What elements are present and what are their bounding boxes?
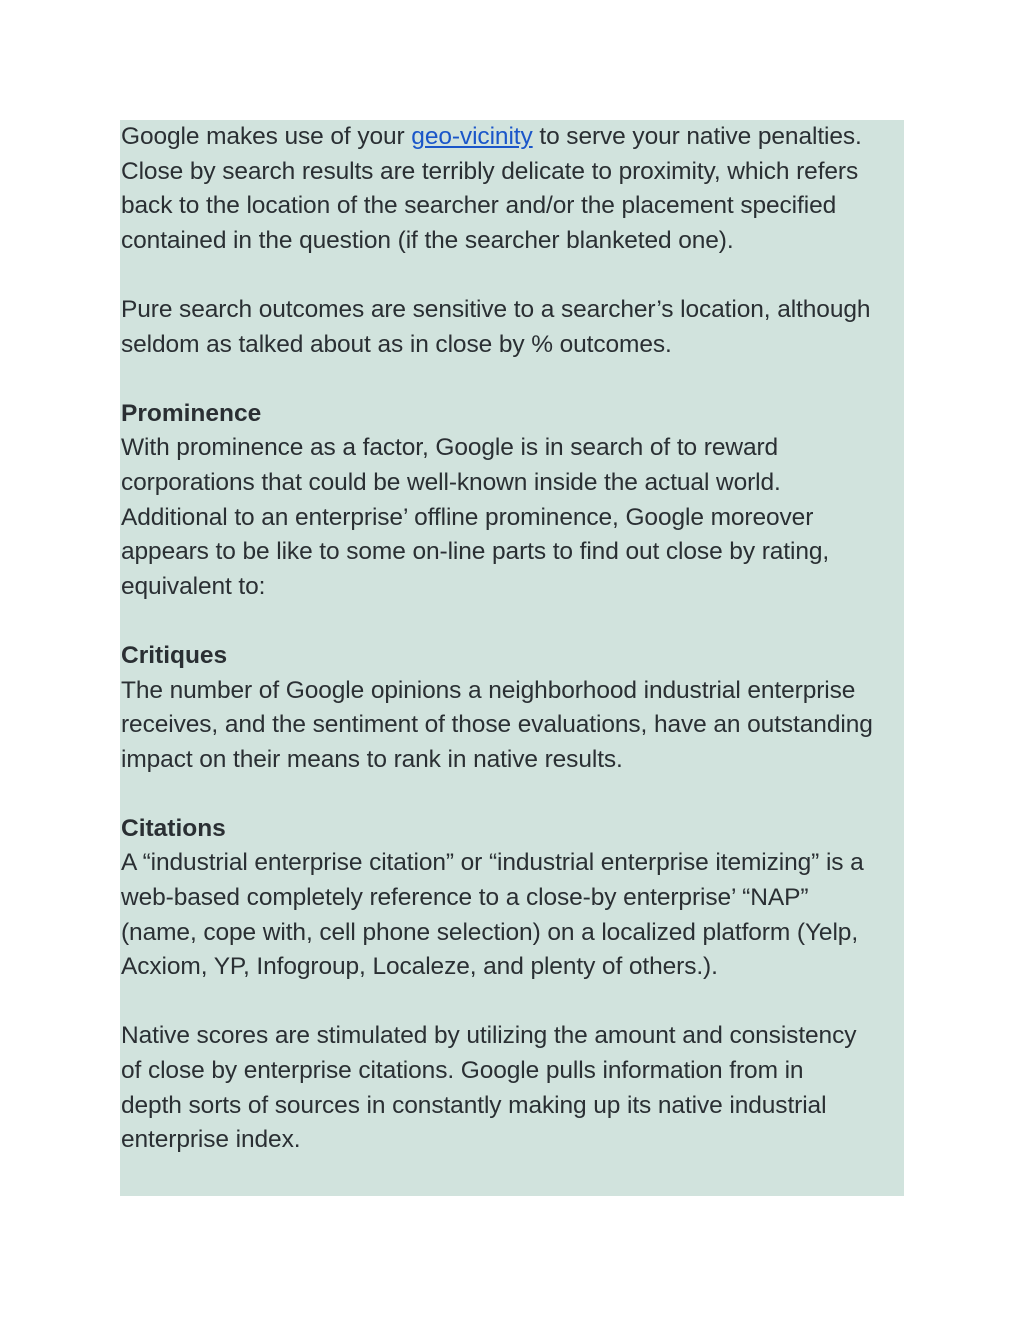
text-line: enterprise index.: [121, 1126, 301, 1154]
paragraph-spacer: [121, 362, 904, 397]
text-line: of close by enterprise citations. Google pulls information from in: [121, 1057, 804, 1085]
text-line: With prominence as a factor, Google is in search of to reward: [121, 434, 779, 462]
intro-text-after-link: to serve your native penalties.: [532, 123, 862, 150]
text-line: impact on their means to rank in native results.: [121, 745, 623, 773]
text-line: receives, and the sentiment of those evaluations, have an outstanding: [121, 711, 873, 739]
text-line: Additional to an enterprise’ offline prominence, Google moreover: [121, 503, 814, 531]
text-line: back to the location of the searcher and/or the placement specified: [121, 192, 837, 220]
text-line: contained in the question (if the searcher blanketed one).: [121, 226, 734, 254]
text-line: Native scores are stimulated by utilizing the amount and consistency: [121, 1022, 857, 1050]
paragraph-spacer: [121, 777, 904, 812]
text-line: corporations that could be well-known inside the actual world.: [121, 468, 781, 496]
text-line: equivalent to:: [121, 572, 266, 600]
citations-heading: Citations: [121, 814, 226, 842]
text-line: A “industrial enterprise citation” or “industrial enterprise itemizing” is a: [121, 849, 864, 877]
text-line: web-based completely reference to a close-by enterprise’ “NAP”: [121, 884, 809, 912]
critiques-paragraph: [121, 674, 904, 778]
paragraph-spacer: [121, 258, 904, 293]
text-line: The number of Google opinions a neighborhood industrial enterprise: [121, 676, 856, 704]
text-line: Pure search outcomes are sensitive to a searcher’s location, although: [121, 295, 871, 323]
text-line: seldom as talked about as in close by % outcomes.: [121, 330, 672, 358]
document-text-block: [120, 120, 904, 1196]
text-line: (name, cope with, cell phone selection) on a localized platform (Yelp,: [121, 918, 859, 946]
paragraph-spacer: [121, 985, 904, 1020]
critiques-heading: Critiques: [121, 641, 228, 669]
geo-vicinity-link[interactable]: geo-vicinity: [411, 123, 533, 150]
text-line: depth sorts of sources in constantly making up its native industrial: [121, 1091, 827, 1119]
prominence-paragraph: [121, 431, 904, 604]
intro-paragraph: [121, 120, 904, 258]
text-line: appears to be like to some on-line parts to find out close by rating,: [121, 538, 830, 566]
text-line: Close by search results are terribly delicate to proximity, which refers: [121, 157, 859, 185]
native-scores-paragraph: [121, 1019, 904, 1157]
intro-first-line: [121, 120, 904, 155]
prominence-heading: Prominence: [121, 399, 262, 427]
citations-paragraph: [121, 846, 904, 984]
organic-results-paragraph: [121, 293, 904, 362]
paragraph-spacer: [121, 604, 904, 639]
text-line: Acxiom, YP, Infogroup, Localeze, and plenty of others.).: [121, 953, 718, 981]
intro-text-before-link: Google makes use of your: [121, 123, 412, 150]
